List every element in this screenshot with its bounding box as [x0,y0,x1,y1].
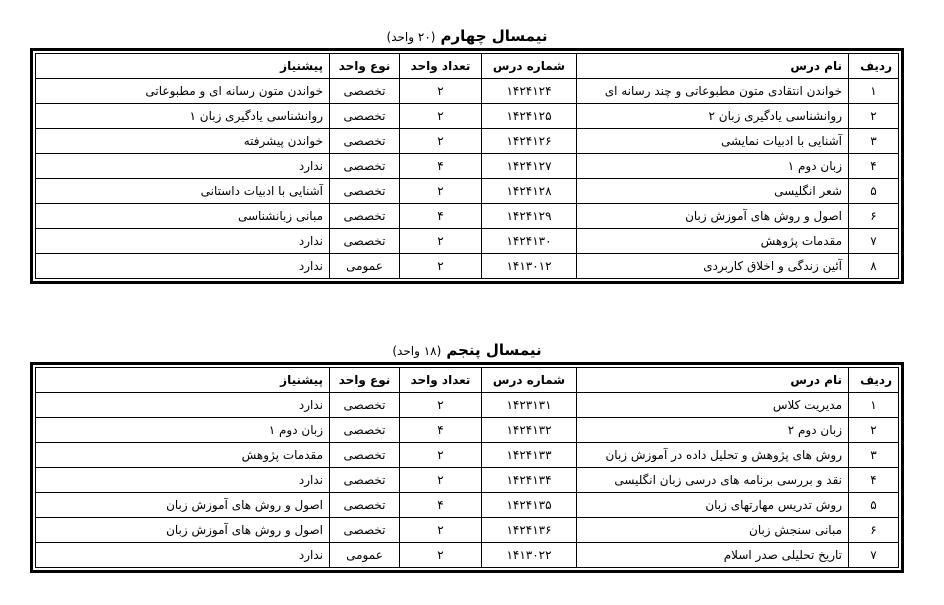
cell-unit-type: تخصصی [330,154,400,179]
course-table [35,53,899,279]
cell-prerequisite: ندارد [36,254,330,279]
cell-prerequisite: خواندن پیشرفته [36,129,330,154]
table-row [36,129,899,154]
cell-prerequisite: ندارد [36,393,330,418]
cell-course-name: مبانی سنجش زبان [577,518,849,543]
header-units: تعداد واحد [400,368,482,393]
cell-units: ۲ [400,179,482,204]
header-row-number: ردیف [849,368,899,393]
table-row [36,154,899,179]
cell-row-number: ۱ [849,393,899,418]
cell-course-name: آئین زندگی و اخلاق کاربردی [577,254,849,279]
cell-course-code: ۱۴۲۴۱۲۶ [482,129,577,154]
cell-row-number: ۵ [849,179,899,204]
cell-row-number: ۲ [849,418,899,443]
cell-row-number: ۶ [849,204,899,229]
cell-course-code: ۱۴۲۴۱۳۲ [482,418,577,443]
cell-prerequisite: اصول و روش های آموزش زبان [36,518,330,543]
cell-unit-type: تخصصی [330,79,400,104]
cell-unit-type: عمومی [330,543,400,568]
cell-prerequisite: ندارد [36,229,330,254]
cell-course-code: ۱۴۱۳۰۲۲ [482,543,577,568]
cell-prerequisite: روانشناسی یادگیری زبان ۱ [36,104,330,129]
cell-units: ۲ [400,79,482,104]
table-row [36,104,899,129]
cell-prerequisite: ندارد [36,468,330,493]
cell-course-code: ۱۴۲۴۱۳۵ [482,493,577,518]
cell-units: ۲ [400,468,482,493]
cell-course-code: ۱۴۲۴۱۲۴ [482,79,577,104]
cell-course-code: ۱۴۲۴۱۳۶ [482,518,577,543]
cell-units: ۴ [400,154,482,179]
cell-prerequisite: ندارد [36,154,330,179]
cell-prerequisite: مقدمات پژوهش [36,443,330,468]
course-table-frame [30,362,904,573]
table-row [36,493,899,518]
cell-unit-type: عمومی [330,254,400,279]
cell-course-name: زبان دوم ۲ [577,418,849,443]
cell-course-name: شعر انگلیسی [577,179,849,204]
cell-units: ۲ [400,393,482,418]
cell-course-name: مدیریت کلاس [577,393,849,418]
cell-unit-type: تخصصی [330,179,400,204]
cell-unit-type: تخصصی [330,229,400,254]
table-row [36,179,899,204]
header-prerequisite: پیشنیاز [36,368,330,393]
cell-unit-type: تخصصی [330,493,400,518]
table-row [36,254,899,279]
header-row-number: ردیف [849,54,899,79]
cell-unit-type: تخصصی [330,393,400,418]
cell-course-code: ۱۴۲۴۱۲۷ [482,154,577,179]
cell-course-code: ۱۴۱۳۰۱۲ [482,254,577,279]
cell-row-number: ۲ [849,104,899,129]
cell-units: ۲ [400,518,482,543]
cell-course-name: خواندن انتقادی متون مطبوعاتی و چند رسانه ای [577,79,849,104]
header-units: تعداد واحد [400,54,482,79]
semester-title [30,24,904,48]
cell-unit-type: تخصصی [330,468,400,493]
cell-row-number: ۷ [849,229,899,254]
cell-prerequisite: ندارد [36,543,330,568]
cell-units: ۴ [400,493,482,518]
cell-units: ۴ [400,204,482,229]
cell-row-number: ۴ [849,468,899,493]
cell-course-name: آشنایی با ادبیات نمایشی [577,129,849,154]
header-unit-type: نوع واحد [330,368,400,393]
cell-units: ۴ [400,418,482,443]
header-prerequisite: پیشنیاز [36,54,330,79]
header-course-code: شماره درس [482,54,577,79]
table-row [36,79,899,104]
cell-course-name: تاریخ تحلیلی صدر اسلام [577,543,849,568]
cell-units: ۲ [400,129,482,154]
cell-course-name: زبان دوم ۱ [577,154,849,179]
cell-course-name: اصول و روش های آموزش زبان [577,204,849,229]
header-unit-type: نوع واحد [330,54,400,79]
cell-unit-type: تخصصی [330,518,400,543]
table-row [36,518,899,543]
cell-row-number: ۱ [849,79,899,104]
cell-units: ۲ [400,229,482,254]
cell-unit-type: تخصصی [330,104,400,129]
course-table-frame [30,48,904,284]
header-course-name: نام درس [577,368,849,393]
table-row [36,468,899,493]
cell-course-name: روش های پژوهش و تحلیل داده در آموزش زبان [577,443,849,468]
cell-course-name: روش تدریس مهارتهای زبان [577,493,849,518]
cell-units: ۲ [400,543,482,568]
cell-course-code: ۱۴۲۴۱۲۵ [482,104,577,129]
cell-row-number: ۸ [849,254,899,279]
table-header-row [36,368,899,393]
cell-course-code: ۱۴۲۴۱۳۰ [482,229,577,254]
semester-title [30,338,904,362]
cell-course-code: ۱۴۲۳۱۳۱ [482,393,577,418]
cell-course-name: مقدمات پژوهش [577,229,849,254]
table-row [36,393,899,418]
cell-prerequisite: مبانی زبانشناسی [36,204,330,229]
semester-section [30,24,904,284]
cell-prerequisite: آشنایی با ادبیات داستانی [36,179,330,204]
table-header-row [36,54,899,79]
course-table [35,367,899,568]
cell-course-name: روانشناسی یادگیری زبان ۲ [577,104,849,129]
cell-unit-type: تخصصی [330,204,400,229]
cell-prerequisite: اصول و روش های آموزش زبان [36,493,330,518]
cell-unit-type: تخصصی [330,129,400,154]
cell-course-code: ۱۴۲۴۱۲۸ [482,179,577,204]
semester-name: نیمسال چهارم [440,27,548,45]
cell-row-number: ۴ [849,154,899,179]
cell-course-name: نقد و بررسی برنامه های درسی زبان انگلیسی [577,468,849,493]
cell-units: ۲ [400,254,482,279]
semester-units-note: (۲۰ واحد) [386,30,436,44]
table-row [36,543,899,568]
cell-unit-type: تخصصی [330,443,400,468]
semester-name: نیمسال پنجم [446,341,542,359]
cell-prerequisite: زبان دوم ۱ [36,418,330,443]
cell-row-number: ۵ [849,493,899,518]
semester-section [30,338,904,573]
cell-row-number: ۷ [849,543,899,568]
cell-course-code: ۱۴۲۴۱۳۳ [482,443,577,468]
semester-units-note: (۱۸ واحد) [392,344,442,358]
cell-row-number: ۳ [849,129,899,154]
table-row [36,204,899,229]
cell-unit-type: تخصصی [330,418,400,443]
cell-units: ۲ [400,443,482,468]
cell-row-number: ۶ [849,518,899,543]
cell-units: ۲ [400,104,482,129]
cell-row-number: ۳ [849,443,899,468]
cell-prerequisite: خواندن متون رسانه ای و مطبوعاتی [36,79,330,104]
cell-course-code: ۱۴۲۴۱۳۴ [482,468,577,493]
header-course-name: نام درس [577,54,849,79]
table-row [36,443,899,468]
header-course-code: شماره درس [482,368,577,393]
cell-course-code: ۱۴۲۴۱۲۹ [482,204,577,229]
table-row [36,418,899,443]
table-row [36,229,899,254]
